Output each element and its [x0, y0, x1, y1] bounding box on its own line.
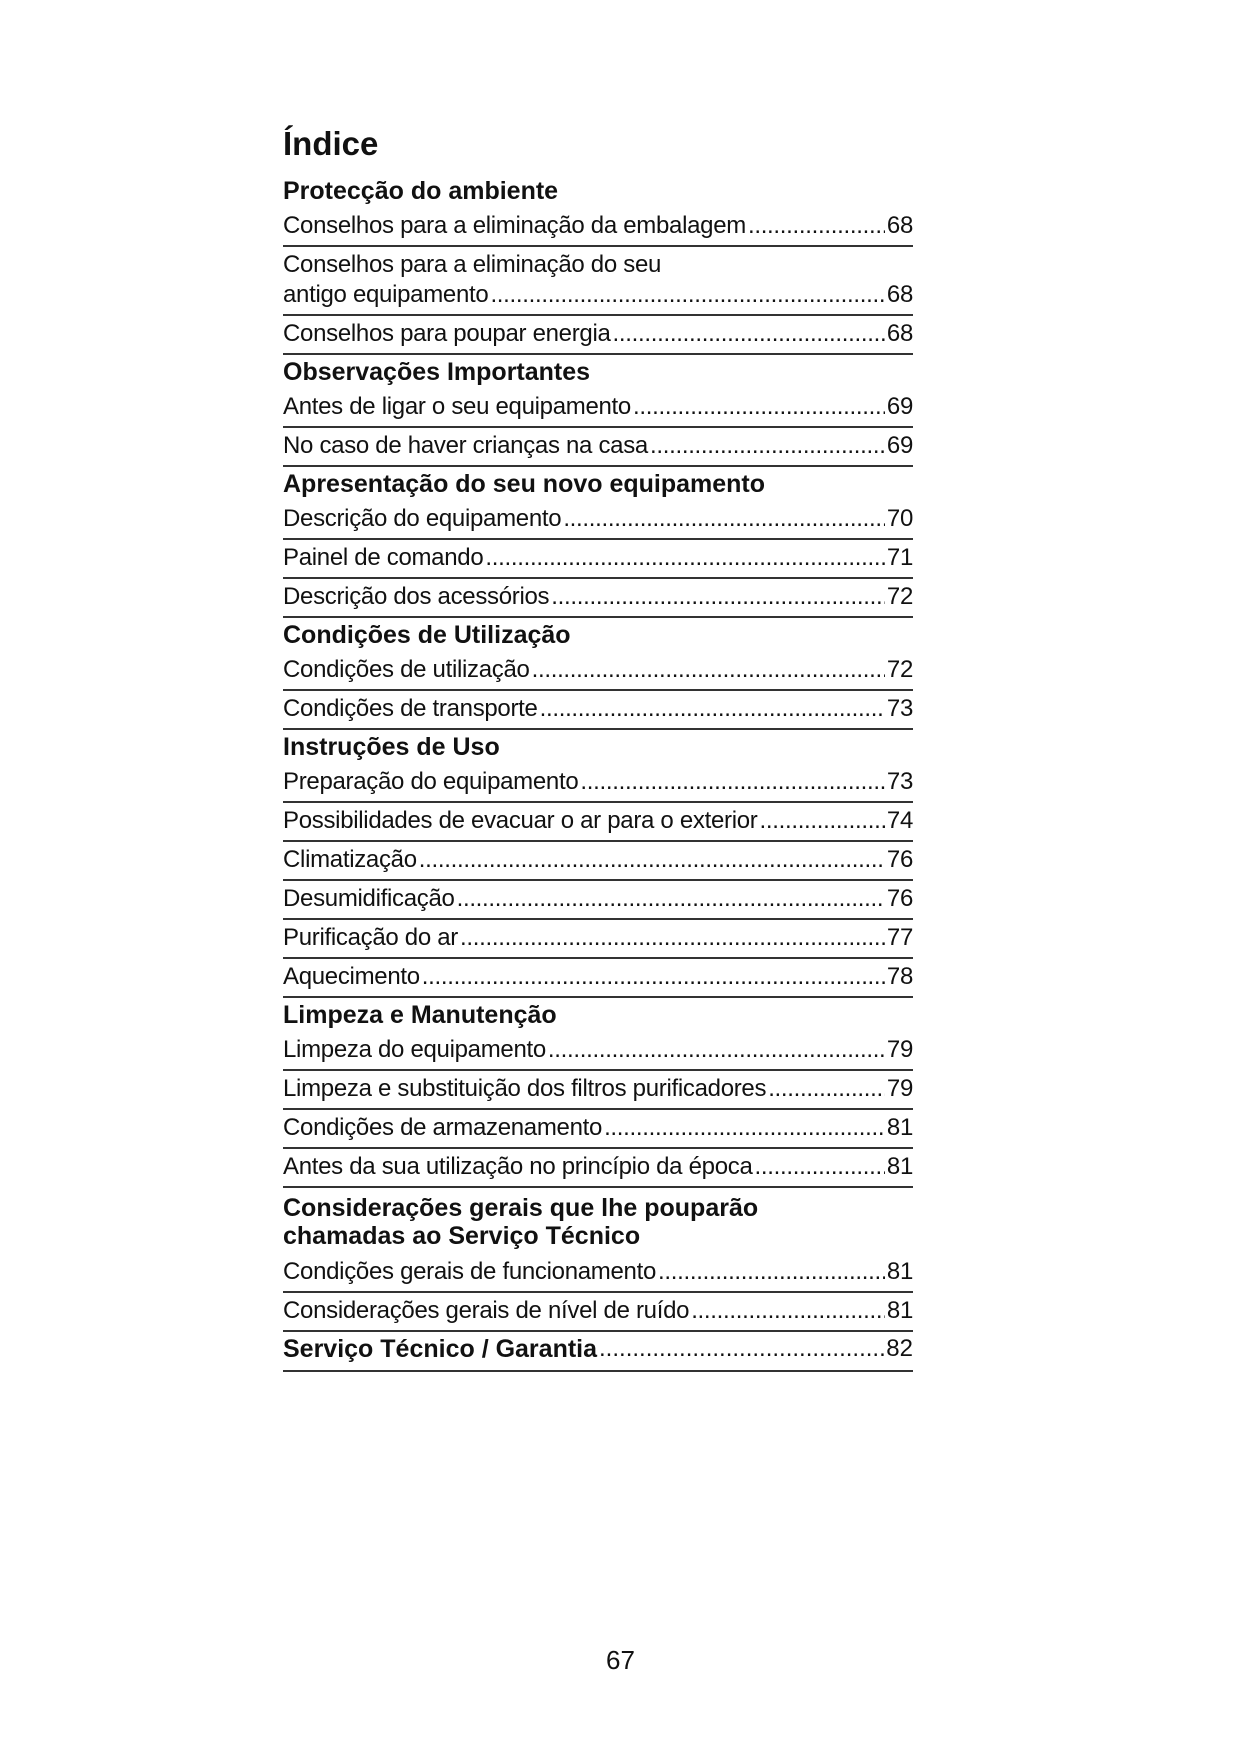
dot-leader [658, 1257, 885, 1287]
dot-leader [548, 1035, 885, 1065]
dot-leader [485, 543, 885, 573]
entry-label: Descrição dos acessórios [283, 583, 550, 610]
dot-leader [633, 392, 885, 422]
entry-page: 81 [886, 1297, 913, 1324]
entry-label: Purificação do ar [283, 924, 458, 951]
toc-entry[interactable] [283, 540, 913, 579]
dot-leader [613, 319, 885, 349]
dot-leader [551, 582, 885, 612]
section-heading: Observações Importantes [283, 358, 591, 386]
entry-label: Limpeza do equipamento [283, 1036, 546, 1063]
entry-page: 76 [886, 846, 913, 873]
toc-entry[interactable] [283, 959, 913, 998]
entry-label: Possibilidades de evacuar o ar para o exterior [283, 807, 758, 834]
entry-label: Conselhos para poupar energia [283, 320, 611, 347]
toc-entry[interactable] [283, 1254, 913, 1293]
table-of-contents [283, 120, 913, 1372]
toc-entry[interactable] [283, 803, 913, 842]
entry-page: 81 [886, 1114, 913, 1141]
toc-entry[interactable] [283, 428, 913, 467]
section-heading: Instruções de Uso [283, 733, 500, 761]
entry-label: Antes da sua utilização no princípio da época [283, 1153, 753, 1180]
entry-page: 73 [886, 695, 913, 722]
dot-leader [540, 694, 885, 724]
dot-leader [759, 806, 884, 836]
entry-label: Condições de utilização [283, 656, 530, 683]
section-heading: Condições de Utilização [283, 621, 571, 649]
entry-page: 76 [886, 885, 913, 912]
toc-entry[interactable] [283, 501, 913, 540]
toc-entry-section[interactable] [283, 1332, 913, 1372]
section-heading [283, 1194, 913, 1250]
toc-entry[interactable] [283, 881, 913, 920]
entry-label: Aquecimento [283, 963, 420, 990]
dot-leader [460, 923, 885, 953]
entry-label: Condições de transporte [283, 695, 538, 722]
entry-label: Painel de comando [283, 544, 484, 571]
toc-entry[interactable] [283, 579, 913, 618]
dot-leader [599, 1332, 884, 1366]
dot-leader [580, 767, 885, 797]
entry-page: 78 [886, 963, 913, 990]
page-title: Índice [283, 125, 379, 162]
toc-entry[interactable] [283, 1293, 913, 1332]
entry-page: 69 [886, 393, 913, 420]
entry-label: Conselhos para a eliminação da embalagem [283, 212, 746, 239]
dot-leader [691, 1296, 885, 1326]
entry-label: Conselhos para a eliminação do seu [283, 251, 662, 278]
entry-page: 70 [886, 505, 913, 532]
entry-page: 72 [886, 656, 913, 683]
entry-page: 69 [886, 432, 913, 459]
entry-page: 68 [886, 212, 913, 239]
entry-page: 79 [886, 1075, 913, 1102]
dot-leader [419, 845, 885, 875]
toc-entry[interactable] [283, 1032, 913, 1071]
toc-entry[interactable] [283, 652, 913, 691]
entry-page: 79 [886, 1036, 913, 1063]
dot-leader [755, 1152, 885, 1182]
section-heading: Serviço Técnico / Garantia [283, 1335, 598, 1363]
dot-leader [748, 211, 885, 241]
entry-label: Considerações gerais de nível de ruído [283, 1297, 690, 1324]
toc-entry[interactable] [283, 842, 913, 881]
entry-label: Antes de ligar o seu equipamento [283, 393, 631, 420]
dot-leader [563, 504, 885, 534]
entry-label: Condições de armazenamento [283, 1114, 603, 1141]
entry-label: Climatização [283, 846, 417, 873]
toc-entry[interactable] [283, 1149, 913, 1188]
dot-leader [604, 1113, 885, 1143]
entry-label: Limpeza e substituição dos filtros purificadores [283, 1075, 767, 1102]
dot-leader [532, 655, 885, 685]
entry-label: Desumidificação [283, 885, 455, 912]
dot-leader [422, 962, 885, 992]
toc-entry[interactable] [283, 389, 913, 428]
toc-entry[interactable] [283, 1110, 913, 1149]
section-heading: Apresentação do seu novo equipamento [283, 470, 766, 498]
dot-leader [490, 280, 884, 310]
toc-entry[interactable] [283, 764, 913, 803]
dot-leader [768, 1074, 885, 1104]
toc-entry[interactable] [283, 316, 913, 355]
entry-page: 72 [886, 583, 913, 610]
entry-page: 77 [886, 924, 913, 951]
entry-label: Descrição do equipamento [283, 505, 562, 532]
entry-page: 74 [886, 807, 913, 834]
section-heading: Protecção do ambiente [283, 177, 559, 205]
entry-label: Condições gerais de funcionamento [283, 1258, 657, 1285]
toc-entry[interactable] [283, 1071, 913, 1110]
entry-page: 81 [886, 1258, 913, 1285]
page-number: 67 [606, 1645, 635, 1675]
section-heading-line1: Considerações gerais que lhe pouparão [283, 1194, 759, 1222]
entry-page: 68 [886, 281, 913, 308]
entry-page: 68 [886, 320, 913, 347]
dot-leader [650, 431, 885, 461]
entry-label: No caso de haver crianças na casa [283, 432, 648, 459]
entry-page: 73 [886, 768, 913, 795]
entry-label-cont: antigo equipamento [283, 281, 489, 308]
toc-entry[interactable] [283, 208, 913, 247]
toc-entry[interactable] [283, 920, 913, 959]
entry-page: 82 [886, 1335, 913, 1362]
entry-page: 81 [886, 1153, 913, 1180]
section-heading-line2: chamadas ao Serviço Técnico [283, 1222, 641, 1250]
dot-leader [457, 884, 885, 914]
section-heading: Limpeza e Manutenção [283, 1001, 557, 1029]
entry-page: 71 [886, 544, 913, 571]
toc-entry[interactable] [283, 691, 913, 730]
entry-label: Preparação do equipamento [283, 768, 579, 795]
toc-entry[interactable] [283, 247, 913, 316]
